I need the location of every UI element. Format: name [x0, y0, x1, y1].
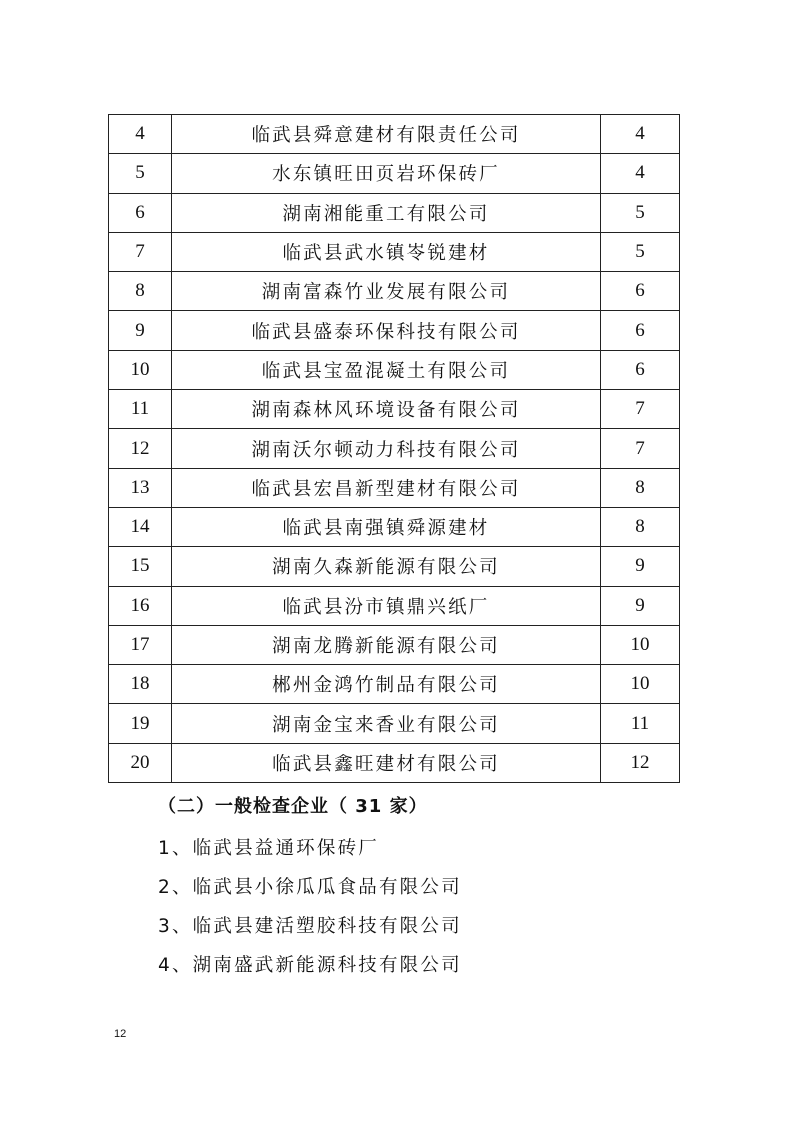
table-row: [109, 429, 680, 468]
company-name-cell: 湖南富森竹业发展有限公司: [172, 272, 601, 311]
row-number-cell: 17: [109, 625, 172, 664]
company-table-body: [109, 115, 680, 783]
row-number-cell: 4: [109, 115, 172, 154]
count-cell: 10: [601, 665, 680, 704]
company-name-cell: 临武县鑫旺建材有限公司: [172, 743, 601, 782]
count-cell: 4: [601, 154, 680, 193]
list-item: 3、临武县建活塑胶科技有限公司: [158, 916, 462, 937]
row-number-cell: 20: [109, 743, 172, 782]
table-row: [109, 625, 680, 664]
row-number-cell: 18: [109, 665, 172, 704]
table-row: [109, 193, 680, 232]
company-name-cell: 湖南金宝来香业有限公司: [172, 704, 601, 743]
row-number-cell: 5: [109, 154, 172, 193]
company-name-cell: 临武县武水镇岺锐建材: [172, 232, 601, 271]
table-row: [109, 743, 680, 782]
table-row: [109, 704, 680, 743]
company-name-cell: 湖南久森新能源有限公司: [172, 547, 601, 586]
count-cell: 8: [601, 468, 680, 507]
company-name-cell: 临武县盛泰环保科技有限公司: [172, 311, 601, 350]
company-name-cell: 湖南湘能重工有限公司: [172, 193, 601, 232]
count-cell: 9: [601, 547, 680, 586]
company-name-cell: 临武县宝盈混凝土有限公司: [172, 350, 601, 389]
table-row: [109, 115, 680, 154]
table-row: [109, 586, 680, 625]
table-row: [109, 154, 680, 193]
company-name-cell: 临武县南强镇舜源建材: [172, 507, 601, 546]
list-item: 1、临武县益通环保砖厂: [158, 838, 379, 859]
row-number-cell: 16: [109, 586, 172, 625]
row-number-cell: 13: [109, 468, 172, 507]
row-number-cell: 19: [109, 704, 172, 743]
table-row: [109, 390, 680, 429]
table-row: [109, 272, 680, 311]
row-number-cell: 15: [109, 547, 172, 586]
row-number-cell: 9: [109, 311, 172, 350]
row-number-cell: 10: [109, 350, 172, 389]
count-cell: 4: [601, 115, 680, 154]
section-heading: （二）一般检查企业（ 31 家）: [158, 796, 428, 817]
company-name-cell: 临武县舜意建材有限责任公司: [172, 115, 601, 154]
table-row: [109, 350, 680, 389]
list-item: 2、临武县小徐瓜瓜食品有限公司: [158, 877, 462, 898]
count-cell: 11: [601, 704, 680, 743]
count-cell: 6: [601, 272, 680, 311]
table-row: [109, 547, 680, 586]
count-cell: 12: [601, 743, 680, 782]
company-name-cell: 湖南森林风环境设备有限公司: [172, 390, 601, 429]
row-number-cell: 14: [109, 507, 172, 546]
count-cell: 5: [601, 232, 680, 271]
company-table: [108, 114, 680, 783]
count-cell: 7: [601, 429, 680, 468]
count-cell: 8: [601, 507, 680, 546]
row-number-cell: 6: [109, 193, 172, 232]
page-number: 12: [114, 1028, 127, 1040]
table-row: [109, 665, 680, 704]
row-number-cell: 7: [109, 232, 172, 271]
count-cell: 5: [601, 193, 680, 232]
company-name-cell: 临武县宏昌新型建材有限公司: [172, 468, 601, 507]
list-item: 4、湖南盛武新能源科技有限公司: [158, 955, 462, 976]
table-row: [109, 311, 680, 350]
row-number-cell: 12: [109, 429, 172, 468]
count-cell: 10: [601, 625, 680, 664]
company-name-cell: 郴州金鸿竹制品有限公司: [172, 665, 601, 704]
table-row: [109, 468, 680, 507]
company-name-cell: 水东镇旺田页岩环保砖厂: [172, 154, 601, 193]
count-cell: 6: [601, 350, 680, 389]
company-name-cell: 临武县汾市镇鼎兴纸厂: [172, 586, 601, 625]
row-number-cell: 11: [109, 390, 172, 429]
company-name-cell: 湖南沃尔顿动力科技有限公司: [172, 429, 601, 468]
count-cell: 6: [601, 311, 680, 350]
row-number-cell: 8: [109, 272, 172, 311]
company-name-cell: 湖南龙腾新能源有限公司: [172, 625, 601, 664]
count-cell: 9: [601, 586, 680, 625]
count-cell: 7: [601, 390, 680, 429]
table-row: [109, 507, 680, 546]
table-row: [109, 232, 680, 271]
